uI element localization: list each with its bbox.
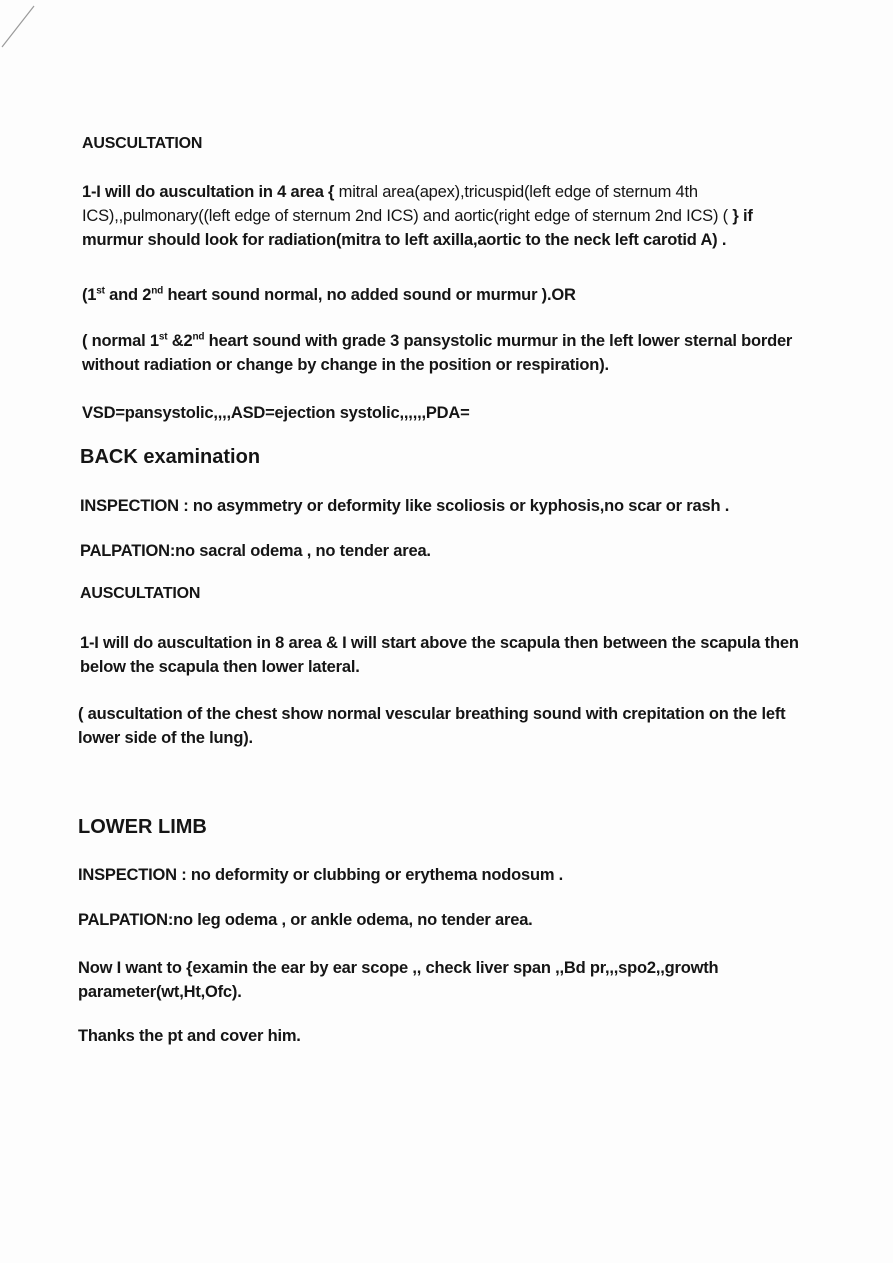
para1-line2-bold: } if	[732, 207, 753, 225]
para1-line2-normal: ICS),,pulmonary((left edge of sternum 2nd ICS) and aortic(right edge of sternum 2nd ICS) (	[82, 207, 733, 225]
para2-mid: and 2	[104, 286, 152, 304]
para1-line1-normal: mitral area(apex),tricuspid(left edge of sternum 4th	[338, 183, 698, 201]
back-inspection: INSPECTION : no asymmetry or deformity like scoliosis or kyphosis,no scar or rash .	[80, 497, 730, 515]
para3-sup2: nd	[192, 331, 205, 343]
heart-auscultation-heading: AUSCULTATION	[82, 135, 203, 152]
finding-line1: ( auscultation of the chest show normal vescular breathing sound with crepitation on the left	[78, 705, 786, 723]
heart-auscultation-para4: VSD=pansystolic,,,,ASD=ejection systolic,,,,,,PDA=	[82, 404, 470, 422]
back-examination-heading: BACK examination	[80, 446, 261, 468]
back-auscultation-heading: AUSCULTATION	[80, 585, 201, 602]
para2-sup1: st	[96, 285, 105, 297]
heart-auscultation-para3	[82, 329, 792, 377]
para1-line1-bold: 1-I will do auscultation in 4 area {	[82, 183, 339, 201]
heart-auscultation-para1	[82, 180, 753, 252]
para2-rest: heart sound normal, no added sound or murmur ).OR	[163, 286, 576, 304]
para3-line1	[82, 329, 792, 353]
back-auscultation-finding	[78, 702, 785, 750]
lower-limb-heading: LOWER LIMB	[78, 816, 207, 838]
para3-line2: without radiation or change by change in the position or respiration).	[82, 356, 609, 374]
back-auscultation-text	[80, 631, 799, 679]
para3-prefix: ( normal 1	[82, 332, 159, 350]
closing-line: Thanks the pt and cover him.	[78, 1027, 301, 1045]
para2-prefix: (1	[82, 286, 97, 304]
para3-rest: heart sound with grade 3 pansystolic murmur in the left lower sternal border	[204, 332, 793, 350]
para2-sup2: nd	[151, 285, 164, 297]
further-examination	[78, 956, 718, 1004]
para3-mid: &2	[167, 332, 193, 350]
heart-auscultation-para2	[82, 283, 576, 307]
back-palpation: PALPATION:no sacral odema , no tender area.	[80, 542, 431, 560]
para3-sup1: st	[158, 331, 168, 343]
further-examination-line2: parameter(wt,Ht,Ofc).	[78, 983, 242, 1001]
back-auscultation-line2: below the scapula then lower lateral.	[80, 658, 360, 676]
para1-line3: murmur should look for radiation(mitra to left axilla,aortic to the neck left carotid A) .	[82, 231, 727, 249]
back-auscultation-line1: 1-I will do auscultation in 8 area & I will start above the scapula then between the scapula then	[80, 634, 799, 652]
lower-limb-inspection: INSPECTION : no deformity or clubbing or erythema nodosum .	[78, 866, 564, 884]
para1-line1	[82, 180, 753, 204]
finding-line2: lower side of the lung).	[78, 729, 253, 747]
lower-limb-palpation: PALPATION:no leg odema , or ankle odema, no tender area.	[78, 911, 533, 929]
para1-line2	[82, 204, 753, 228]
further-examination-line1: Now I want to {examin the ear by ear scope ,, check liver span ,,Bd pr,,,spo2,,growth	[78, 959, 719, 977]
pen-stroke-mark	[0, 0, 40, 50]
